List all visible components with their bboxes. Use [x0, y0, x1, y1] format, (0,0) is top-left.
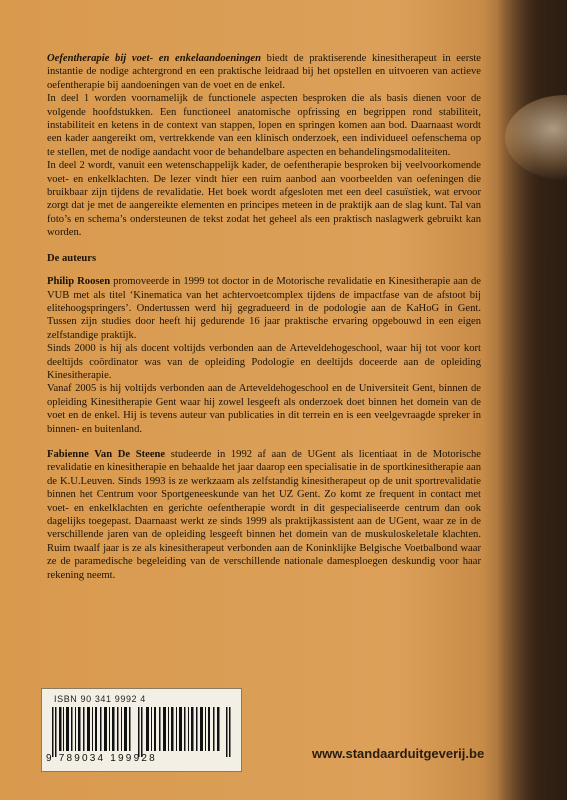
- author-1-paragraph-3: Vanaf 2005 is hij voltijds verbonden aan de Arteveldehogeschool en de Universiteit Gent, binnen de opleiding Kinesitherapie Gent waar hij zowel lesgeeft als onderzoek doet binnen het domein van de voet en de enkel. Hij is tevens auteur van publicaties in dit terrein en is een veelgevraagde spreker in binnen- en buitenland.: [47, 383, 481, 435]
- intro-paragraph-2: In deel 1 worden voornamelijk de functionele aspecten besproken die als basis dienen voor de volgende hoofdstukken. Een functioneel anatomische opfrissing en begrippen rond stabiliteit, instabiliteit en ketens in de context van stappen, lopen en springen komen aan bod. Daarnaast wordt een kader aangereikt om, vertrekkende van een klinisch onderzoek, een individueel oefenschema op te stellen, met de nodige aandacht voor de behandelbare aspecten en behandelingsmodaliteiten.: [47, 93, 481, 158]
- barcode-label: [41, 688, 242, 772]
- intro-paragraph-1: Oefentherapie bij voet- en enkelaandoeningen biedt de praktiserende kinesitherapeut in eerste instantie de nodige achtergrond en een praktische leidraad bij het opstellen en uitvoeren van actieve oefentherapie bij aandoeningen van de voet en de enkel.: [47, 53, 481, 91]
- author-1-name: Philip Roosen: [47, 276, 111, 288]
- isbn-text: ISBN 90 341 9992 4: [54, 694, 146, 704]
- publisher-website-link[interactable]: www.standaarduitgeverij.be: [312, 746, 485, 761]
- author-2-paragraph: Fabienne Van De Steene studeerde in 1992 af aan de UGent als licentiaat in de Motorische revalidatie en kinesitherapie en behaalde het jaar daarop een specialisatie in de sportkinesitherapie aan de K.U.Leuven. Sinds 1993 is ze werkzaam als zelfstandig kinesitherapeut op de unit sportrevalidatie binnen het Centrum voor Sportgeneeskunde van het UZ Gent. Zo komt ze frequent in contact met voet- en enkelklachten en gerichte oefentherapie wordt in dit gespecialiseerde centrum dan ook dagelijks toegepast. Daarnaast werkt ze sinds 1999 als praktijkassistent aan de UGent, waar ze in de verschillende jaren van de opleiding lesgeeft binnen het domein van de muskuloskeletale klachten. Ruim twaalf jaar is ze als kinesitherapeut verbonden aan de Koninklijke Belgische Voetbalbond waar ze de paramedische begeleiding van de verschillende nationale damesploegen deskundig voor haar rekening neemt.: [47, 448, 481, 581]
- book-title: Oefentherapie bij voet- en enkelaandoeningen: [47, 53, 261, 64]
- author-2-name: Fabienne Van De Steene: [47, 448, 166, 460]
- author-1-paragraph-2: Sinds 2000 is hij als docent voltijds verbonden aan de Arteveldehogeschool, waar hij tot voor kort deeltijds coördinator was van de opleiding Podologie en deeltijds doceerde aan de opleiding Kinesitherapie.: [47, 343, 481, 381]
- ean-number: 9 789034 199928: [46, 753, 157, 764]
- barcode-icon: [52, 707, 232, 757]
- author-1-paragraph-1: Philip Roosen promoveerde in 1999 tot doctor in de Motorische revalidatie en Kinesitherapie aan de VUB met als titel ‘Kinematica van het achtervoetcomplex tijdens de impactfase van de afstoot bij elitehoogspringers’. Ondertussen werd hij gegradueerd in de podologie aan de KaHoG in Gent. Tussen zijn studies door heeft hij gedurende 16 jaar praktische ervaring opgebouwd in een eigen zelfstandige praktijk.: [47, 276, 482, 341]
- back-cover-text: [47, 52, 481, 582]
- authors-heading: De auteurs: [47, 252, 97, 264]
- intro-paragraph-3: In deel 2 wordt, vanuit een wetenschappelijk kader, de oefentherapie besproken bij veelvoorkomende voet- en enkelklachten. De lezer vindt hier een ruim aanbod aan voorbeelden van oefeningen die bruikbaar zijn tijdens de revalidatie. Het boek wordt afgesloten met een deel casuïstiek, wat ervoor zorgt dat je met de aangereikte elementen en principes meteen in de praktijk aan de slag kunt. Tal van foto’s en schema’s ondersteunen de tekst zodat het geheel als een praktisch naslagwerk gebruikt kan worden.: [47, 160, 481, 239]
